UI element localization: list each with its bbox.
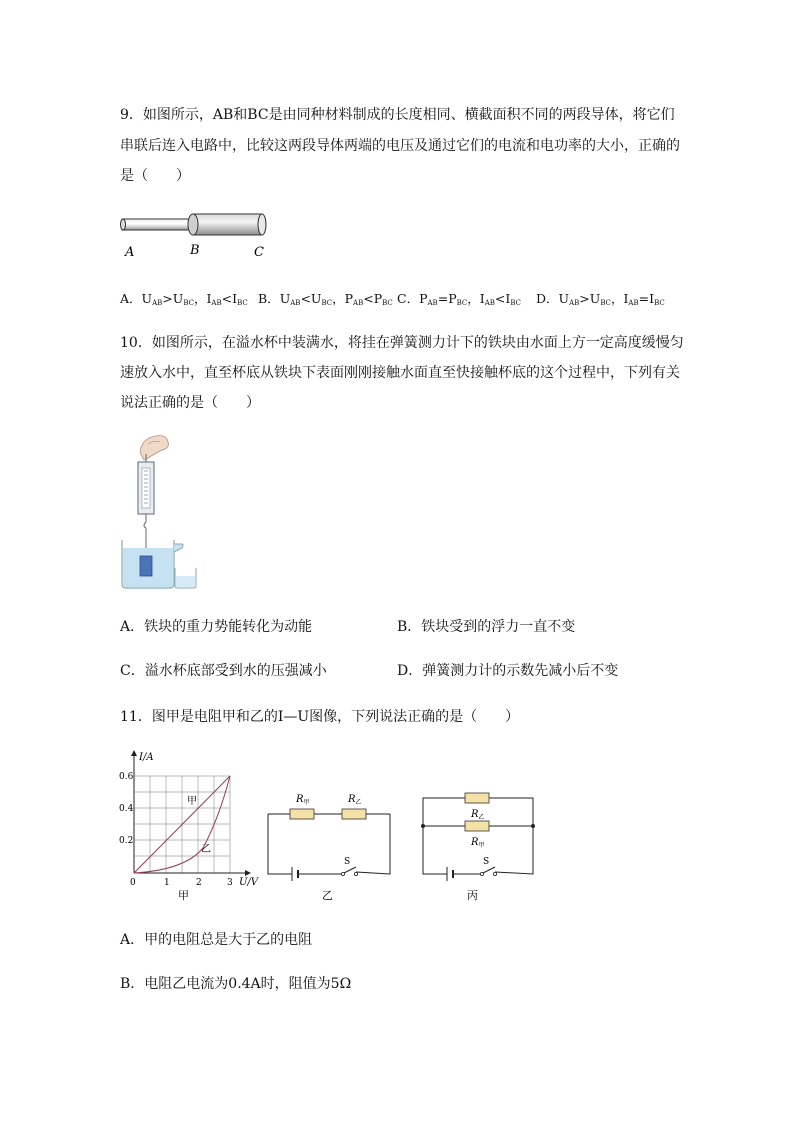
q9-line-1: 9．如图所示，AB和BC是由同种材料制成的长度相同、横截面积不同的两段导体，将它们 (120, 107, 675, 123)
q9-option-c: C．$P_{AB}=P_{BC}$，$I_{AB}<I_{BC}$ (397, 291, 521, 307)
q9-line-3: 是（ ） (120, 168, 190, 184)
parallel-circuit (417, 788, 542, 900)
label-c: C (254, 245, 264, 260)
label-r-jia: $R_甲$ (471, 837, 485, 849)
x-tick-label: 1 (164, 878, 170, 888)
figure-caption-yi: 乙 (322, 889, 333, 902)
q9-option-d: D．$U_{AB}>U_{BC}$，$I_{AB}=I_{BC}$ (536, 291, 665, 307)
switch-label: S (483, 857, 490, 867)
q10-line-3: 说法正确的是（ ） (120, 395, 260, 411)
y-tick-label: 0.6 (119, 772, 134, 782)
conductor-figure (118, 208, 278, 268)
q10-option-b: B．铁块受到的浮力一直不变 (397, 619, 576, 635)
x-tick-label: 3 (227, 878, 233, 888)
resistor-yi (342, 809, 366, 819)
label-r-yi: $R_乙$ (471, 809, 485, 821)
x-tick-label: 2 (196, 878, 202, 888)
q9-option-b: B．$U_{AB}<U_{BC}$，$P_{AB}<P_{BC}$ (258, 291, 393, 307)
switch-label: S (344, 857, 351, 867)
resistor-yi (465, 793, 489, 803)
iu-graph (115, 748, 260, 902)
label-a: A (125, 245, 135, 260)
figure-caption-bing: 丙 (467, 889, 478, 902)
q11-line: 11．图甲是电阻甲和乙的I—U图像，下列说法正确的是（ ） (120, 709, 520, 725)
series-circuit (262, 788, 397, 900)
figure-caption-jia: 甲 (178, 889, 189, 902)
x-tick-label: 0 (130, 878, 136, 888)
label-b: B (190, 243, 200, 258)
resistor-jia (465, 821, 489, 831)
q11-option-b: B．电阻乙电流为0.4A时，阻值为5Ω (120, 976, 352, 992)
q10-option-a: A．铁块的重力势能转化为动能 (120, 619, 313, 635)
spring-scale-figure (118, 432, 204, 592)
label-r-jia: $R_甲$ (296, 794, 310, 806)
q9-line-2: 串联后连入电路中，比较这两段导体两端的电压及通过它们的电流和电功率的大小，正确的 (120, 138, 680, 154)
y-tick-label: 0.2 (119, 836, 134, 846)
y-tick-label: 0.4 (119, 804, 134, 814)
curve-label-yi: 乙 (201, 844, 211, 855)
q11-option-a: A．甲的电阻总是大于乙的电阻 (120, 932, 313, 948)
x-axis-label: U/V (239, 877, 259, 888)
resistor-jia (290, 809, 314, 819)
q10-option-d: D．弹簧测力计的示数先减小后不变 (397, 663, 619, 679)
q10-line-2: 速放入水中，直至杯底从铁块下表面刚刚接触水面直至快接触杯底的这个过程中，下列有关 (120, 365, 680, 381)
q10-option-c: C．溢水杯底部受到水的压强减小 (120, 663, 327, 679)
curve-label-jia: 甲 (187, 796, 197, 807)
y-axis-label: I/A (139, 752, 154, 763)
q10-line-1: 10．如图所示，在溢水杯中装满水，将挂在弹簧测力计下的铁块由水面上方一定高度缓慢匀 (120, 335, 684, 351)
q9-option-a: A．$U_{AB}>U_{BC}$，$I_{AB}<I_{BC}$ (120, 291, 248, 307)
label-r-yi: $R_乙$ (348, 794, 362, 806)
